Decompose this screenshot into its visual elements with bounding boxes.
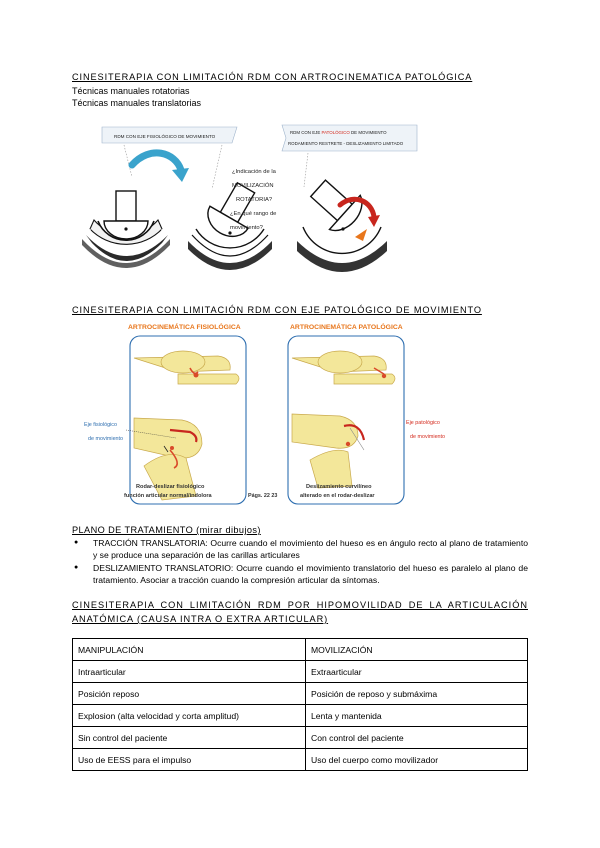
- figure-rotatory-mobilization: [72, 117, 442, 277]
- technique-line-rotatory: Técnicas manuales rotatorias: [72, 86, 190, 96]
- red-arrowhead-icon: [368, 215, 380, 227]
- svg-text:movimiento?: movimiento?: [230, 225, 263, 231]
- pathological-axis-label-2: de movimiento: [410, 434, 446, 440]
- physio-caption-1: Rodar-deslizar fisiológico: [136, 484, 205, 490]
- figure1-drawing: [72, 117, 442, 277]
- svg-text:¿Indicación de la: ¿Indicación de la: [232, 169, 276, 175]
- table-row: [73, 749, 528, 771]
- title-pathological: ARTROCINEMÁTICA PATOLÓGICA: [290, 324, 403, 331]
- physiological-axis-label-1: Eje fisiológico: [84, 422, 117, 428]
- table-row: [73, 683, 528, 705]
- right-caption-banner: [282, 125, 417, 151]
- table-row: [73, 661, 528, 683]
- table-cell: Uso del cuerpo como movilizador: [306, 749, 528, 771]
- table-cell: Lenta y mantenida: [306, 705, 528, 727]
- table-row: [73, 727, 528, 749]
- pathological-axis-label-1: Eje patológico: [406, 420, 440, 426]
- table-cell: Posición reposo: [73, 683, 306, 705]
- right-caption-line1: RDM CON EJE PATOLÓGICO DE MOVIMIENTO: [290, 130, 387, 135]
- section4-heading-line1: CINESITERAPIA CON LIMITACIÓN RDM POR HIPOMOVILIDAD DE LA ARTICULACIÓN: [72, 600, 528, 610]
- table-cell: Extraarticular: [306, 661, 528, 683]
- svg-text:¿En qué rango de: ¿En qué rango de: [230, 211, 277, 217]
- joint-diagram-rotated: [188, 177, 272, 270]
- title-physiological: ARTROCINEMÁTICA FISIOLÓGICA: [128, 324, 241, 331]
- svg-text:MOVILIZACIÓN: MOVILIZACIÓN: [232, 183, 274, 189]
- physiological-axis-label-2: de movimiento: [88, 436, 124, 442]
- joint-diagram-neutral: [82, 191, 170, 269]
- section4-heading-line2: ANATÓMICA (CAUSA INTRA O EXTRA ARTICULAR): [72, 614, 329, 624]
- blue-rotation-arrow: [132, 153, 181, 170]
- table-cell: Con control del paciente: [306, 727, 528, 749]
- table-header-row: [73, 639, 528, 661]
- table-cell: Posición de reposo y submáxima: [306, 683, 528, 705]
- svg-text:ROTATORIA?: ROTATORIA?: [236, 197, 273, 203]
- table-cell: Intraarticular: [73, 661, 306, 683]
- table-cell: Explosion (alta velocidad y corta amplitud): [73, 705, 306, 727]
- table-header-manipulation: MANIPULACIÓN: [73, 639, 306, 661]
- patho-caption-1: Deslizamiento curvilíneo: [306, 484, 372, 490]
- figure2-drawing: [78, 318, 458, 508]
- technique-line-translatory: Técnicas manuales translatorias: [72, 98, 202, 108]
- patho-caption-2: alterado en el rodar-deslizar: [300, 493, 375, 499]
- right-caption-line2: RODAMIENTO RESTRETE - DESLIZAMIENTO LIMITADO: [288, 141, 404, 146]
- pages-reference: Págs. 22 23: [248, 493, 278, 499]
- table-cell: Uso de EESS para el impulso: [73, 749, 306, 771]
- bullet-gliding: ● DESLIZAMIENTO TRANSLATORIO: Ocurre cuando el movimiento translatorio del hueso es paralelo al plano de tratamiento. Asociar a tracción cuando la compresión articular da síntomas.: [72, 562, 528, 587]
- section1-heading: CINESITERAPIA CON LIMITACIÓN RDM CON ARTROCINEMATICA PATOLÓGICA: [72, 72, 473, 82]
- bullet-traction: ● TRACCIÓN TRANSLATORIA: Ocurre cuando el movimiento del hueso es en ángulo recto al plano de tratamiento y se produce una separación de las carillas articulares: [72, 537, 528, 562]
- treatment-plane-list: [72, 537, 528, 586]
- section2-heading: CINESITERAPIA CON LIMITACIÓN RDM CON EJE PATOLÓGICO DE MOVIMIENTO: [72, 305, 482, 315]
- figure-arthrokinematics: [78, 318, 458, 508]
- table-header-mobilization: MOVILIZACIÓN: [306, 639, 528, 661]
- physio-caption-2: función articular normal/indolora: [124, 493, 212, 499]
- table-row: [73, 705, 528, 727]
- blue-arrowhead-icon: [172, 168, 189, 182]
- comparison-table: [72, 638, 528, 771]
- table-cell: Sin control del paciente: [73, 727, 306, 749]
- left-caption-text: RDM CON EJE FISIOLÓGICO DE MOVIMIENTO: [114, 134, 216, 139]
- section3-heading: PLANO DE TRATAMIENTO (mirar dibujos): [72, 525, 261, 535]
